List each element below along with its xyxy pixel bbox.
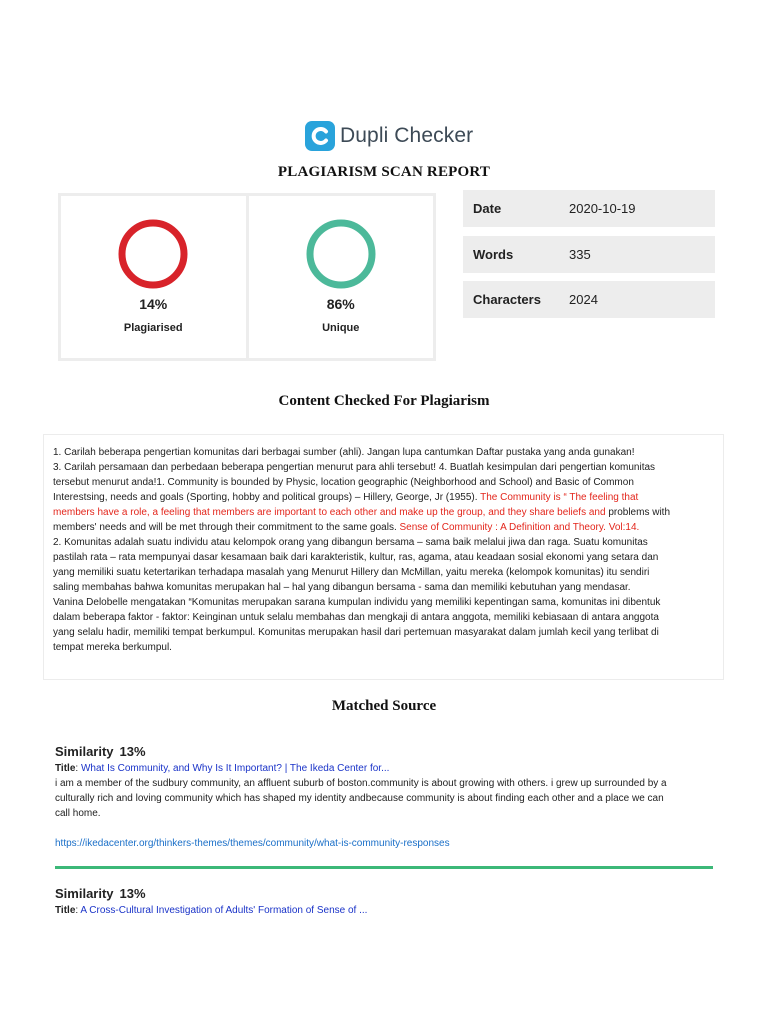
meta-key: Words — [473, 247, 514, 262]
content-line — [53, 595, 714, 610]
meta-row-characters — [463, 281, 715, 318]
meta-row-words — [463, 236, 715, 273]
source-divider — [55, 866, 713, 869]
content-heading: Content Checked For Plagiarism — [278, 393, 490, 409]
title-key: Title — [55, 905, 76, 916]
meta-key: Date — [473, 201, 502, 216]
matched-heading: Matched Source — [331, 698, 437, 714]
content-line — [53, 445, 714, 460]
plagiarised-ring-circle — [122, 223, 184, 285]
matched-text-segment: Sense of Community : A Definition and Theory. Vol:14. — [399, 522, 640, 533]
unique-ring — [305, 218, 377, 290]
similarity-label: Similarity — [55, 744, 114, 759]
content-text-segment: yang selalu hadir, memiliki tempat berkumpul. Komunitas merupakan hasil dari pertemuan masyarakat dalam jumlah kecil yang terlibat di — [53, 627, 659, 638]
content-line — [53, 460, 714, 475]
content-text-segment: 3. Carilah persamaan dan perbedaan beberapa pengertian menurut para ahli tersebut! 4. Buatlah kesimpulan dari pengertian komunitas — [53, 462, 656, 473]
content-text-segment: Interestsing, needs and goals (Sporting, hobby and political groups) – Hillery, George, Jr (1955). — [53, 492, 481, 503]
source-title-link[interactable]: A Cross-Cultural Investigation of Adults' Formation of Sense of ... — [80, 905, 368, 916]
unique-ring-circle — [310, 223, 372, 285]
similarity-line — [55, 886, 715, 901]
content-text-segment: yang memiliki suatu ketertarikan terhadapa masalah yang Menurut Hillery dan McMillan, yaitu mereka (kelompok komunitas) itu sendiri — [53, 567, 650, 578]
content-line — [53, 625, 714, 640]
unique-stat — [246, 196, 434, 358]
content-line — [53, 565, 714, 580]
content-text-segment: pastilah rata – rata mempunyai dasar kesamaan baik dari karakteristik, kultur, ras, agama, atau keadaan sosial ekonomi yang setara dan — [53, 552, 659, 563]
unique-label: Unique — [322, 322, 360, 334]
meta-row-date — [463, 190, 715, 227]
source-title-line: Title: A Cross-Cultural Investigation of Adults' Formation of Sense of ... — [55, 905, 368, 916]
content-line — [53, 475, 714, 490]
content-line — [53, 640, 714, 655]
similarity-line — [55, 744, 715, 759]
content-line — [53, 550, 714, 565]
content-line — [53, 490, 714, 505]
matched-source-1 — [55, 744, 715, 851]
content-text-segment: Vanina Delobelle mengatakan “Komunitas merupakan sarana kumpulan individu yang memiliki kepentingan sama, komunitas ini dibentuk — [53, 597, 661, 608]
plagiarised-percent: 14% — [139, 296, 168, 312]
source-url-link[interactable]: https://ikedacenter.org/thinkers-themes/themes/community/what-is-community-responses — [55, 838, 450, 849]
source-snippet-line: culturally rich and loving community which has shaped my identity andbecause community is about finding each other and a place we can — [55, 793, 664, 804]
title-key: Title — [55, 763, 76, 774]
content-line — [53, 505, 714, 520]
report-title: PLAGIARISM SCAN REPORT — [277, 164, 491, 180]
plagiarised-ring — [117, 218, 189, 290]
source-title-link[interactable]: What Is Community, and Why Is It Important? | The Ikeda Center for... — [80, 763, 390, 774]
source-title-line: Title: What Is Community, and Why Is It Important? | The Ikeda Center for... — [55, 763, 390, 774]
content-text-segment: saling membahas bahwa komunitas merupakan hal – hal yang dibangun bersama - sama dan memiliki kebutuhan yang mendasar. — [53, 582, 631, 593]
similarity-value: 13% — [119, 744, 146, 759]
source-snippet-line: i am a member of the sudbury community, an affluent suburb of boston.community is about growing with others. i grew up surrounded by a — [55, 778, 667, 789]
similarity-value: 13% — [119, 886, 146, 901]
content-line — [53, 535, 714, 550]
matched-source-2 — [55, 886, 715, 918]
checked-content — [43, 434, 724, 680]
duplichecker-logo-icon — [305, 121, 335, 151]
brand-logo — [305, 120, 473, 152]
content-line — [53, 610, 714, 625]
matched-text-segment: The Community is “ The feeling that — [480, 492, 639, 503]
content-text-segment: problems with — [605, 507, 671, 518]
content-text-segment: members' needs and will be met through their commitment to the same goals. — [53, 522, 400, 533]
meta-value: 2020-10-19 — [569, 201, 636, 216]
similarity-label: Similarity — [55, 886, 114, 901]
meta-key: Characters — [473, 292, 541, 307]
content-text-segment: tersebut menurut anda!1. Community is bounded by Physic, location geographic (Neighborhood and School) and Basic of Common — [53, 477, 634, 488]
score-summary — [58, 193, 436, 361]
source-snippet-line: call home. — [55, 808, 101, 819]
content-text-segment: 2. Komunitas adalah suatu individu atau kelompok orang yang dibangun bersama – sama baik melalui jiwa dan raga. Suatu komunitas — [53, 537, 648, 548]
content-text-segment: dalam beberapa faktor - faktor: Keinginan untuk selalu membahas dan mengkaji di antara anggota, memiliki kebiasaan di antara anggota — [53, 612, 659, 623]
content-text-segment: tempat mereka berkumpul. — [53, 642, 172, 653]
content-line — [53, 520, 714, 535]
plagiarised-label: Plagiarised — [123, 322, 183, 334]
content-line — [53, 580, 714, 595]
meta-value: 2024 — [569, 292, 598, 307]
brand-name: Dupli Checker — [340, 124, 474, 147]
plagiarised-stat — [61, 196, 246, 358]
meta-value: 335 — [569, 247, 591, 262]
content-text-segment: 1. Carilah beberapa pengertian komunitas dari berbagai sumber (ahli). Jangan lupa cantumkan Daftar pustaka yang anda gunakan! — [53, 447, 635, 458]
unique-percent: 86% — [326, 296, 355, 312]
matched-text-segment: members have a role, a feeling that members are important to each other and make up the group, and they share beliefs and — [53, 507, 606, 518]
